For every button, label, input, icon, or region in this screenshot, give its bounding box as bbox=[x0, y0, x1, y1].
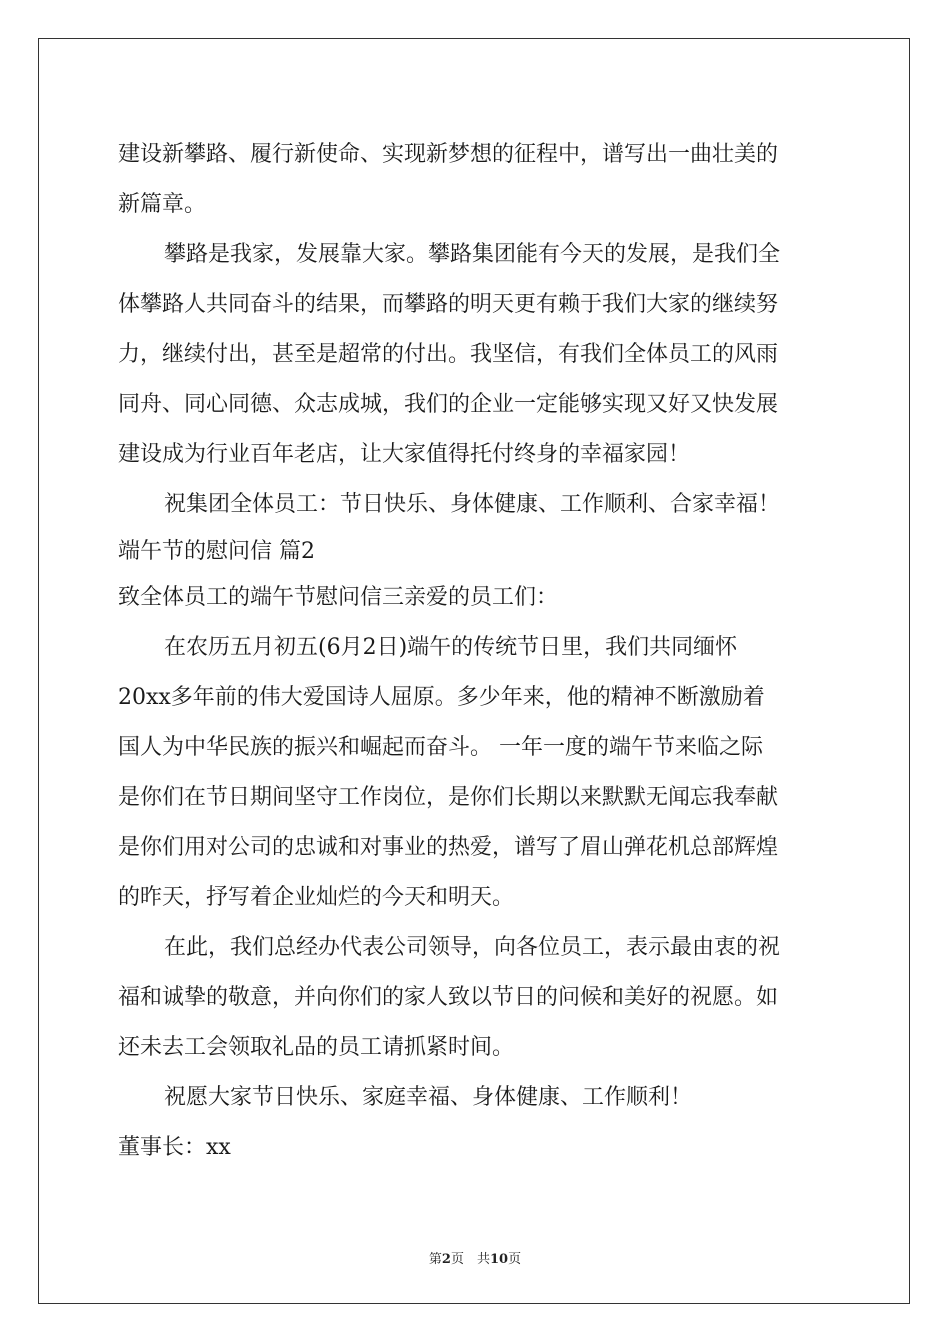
closing-wish: 祝愿大家节日快乐、家庭幸福、身体健康、工作顺利！ bbox=[164, 1085, 693, 1110]
text-line: 是你们用对公司的忠诚和对事业的热爱，谱写了眉山弹花机总部辉煌 bbox=[118, 835, 779, 860]
text-line: 同舟、同心同德、众志成城，我们的企业一定能够实现又好又快发展 bbox=[118, 392, 779, 417]
section-heading: 端午节的慰问信 篇2 bbox=[118, 539, 315, 564]
text-line: 新篇章。 bbox=[118, 192, 207, 217]
text-line: 攀路是我家，发展靠大家。攀路集团能有今天的发展，是我们全 bbox=[164, 242, 781, 267]
text-line: 体攀路人共同奋斗的结果，而攀路的明天更有赖于我们大家的继续努 bbox=[118, 292, 779, 317]
text-line: 国人为中华民族的振兴和崛起而奋斗。 一年一度的端午节来临之际 bbox=[118, 735, 763, 760]
document-body bbox=[118, 130, 838, 1173]
text-line: 建设成为行业百年老店，让大家值得托付终身的幸福家园！ bbox=[118, 442, 691, 467]
text-line: 还未去工会领取礼品的员工请抓紧时间。 bbox=[118, 1035, 515, 1060]
page-number bbox=[0, 1248, 950, 1267]
text-line: 祝集团全体员工：节日快乐、身体健康、工作顺利、合家幸福！ bbox=[164, 492, 781, 517]
text-line: 的昨天，抒写着企业灿烂的今天和明天。 bbox=[118, 885, 515, 910]
page-mid: 页 共 bbox=[450, 1252, 490, 1267]
page-total: 10 bbox=[489, 1252, 509, 1267]
text-line: 福和诚挚的敬意，并向你们的家人致以节日的问候和美好的祝愿。如 bbox=[118, 985, 779, 1010]
page-prefix: 第 bbox=[428, 1252, 442, 1267]
text-line: 力，继续付出，甚至是超常的付出。我坚信，有我们全体员工的风雨 bbox=[118, 342, 779, 367]
page-current: 2 bbox=[441, 1252, 451, 1267]
page-suffix: 页 bbox=[508, 1252, 522, 1267]
text-line: 建设新攀路、履行新使命、实现新梦想的征程中，谱写出一曲壮美的 bbox=[118, 142, 779, 167]
salutation: 致全体员工的端午节慰问信三亲爱的员工们： bbox=[118, 585, 559, 610]
signature-line: 董事长：xx bbox=[118, 1135, 231, 1160]
text-line: 在此，我们总经办代表公司领导，向各位员工，表示最由衷的祝 bbox=[164, 935, 781, 960]
text-line: 在农历五月初五(6月2日)端午的传统节日里，我们共同缅怀 bbox=[164, 635, 738, 660]
text-line: 20xx多年前的伟大爱国诗人屈原。多少年来，他的精神不断激励着 bbox=[118, 685, 765, 710]
text-line: 是你们在节日期间坚守工作岗位，是你们长期以来默默无闻忘我奉献 bbox=[118, 785, 779, 810]
